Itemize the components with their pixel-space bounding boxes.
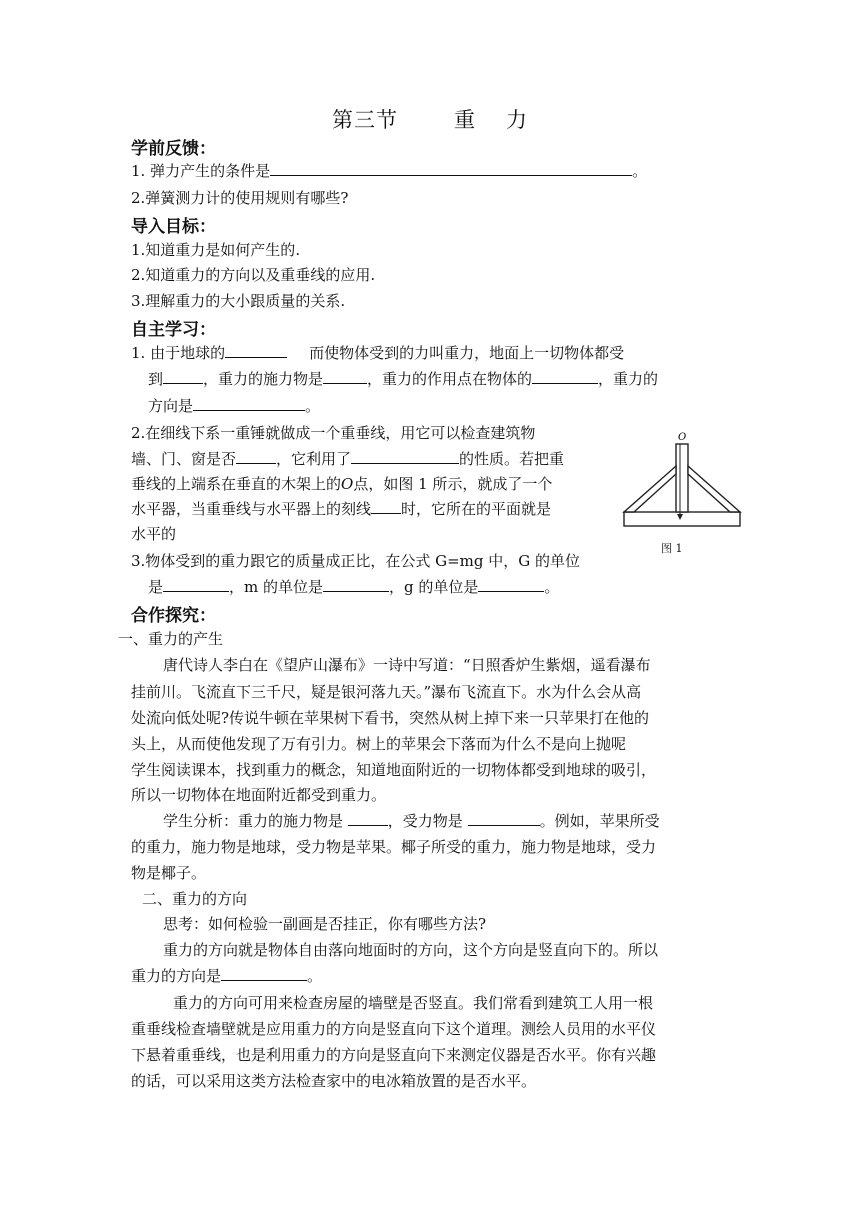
answer-blank[interactable]: [323, 577, 389, 592]
pre-q1: [131, 161, 647, 181]
answer-blank[interactable]: [371, 499, 401, 514]
text: 学生分析：重力的施力物是: [163, 812, 348, 830]
heading-goals: 导入目标：: [131, 217, 216, 237]
text: 垂线的上端系在垂直的木架上的: [131, 475, 342, 493]
self-q3-line1: 3.物体受到的重力跟它的质量成正比，在公式 G=mg 中，G 的单位: [131, 552, 580, 570]
coop-sub1: 一、重力的产生: [118, 630, 224, 648]
answer-blank[interactable]: [270, 161, 632, 176]
pre-q1-end: 。: [632, 162, 648, 180]
coop-p3-line2: 的重力，施力物是地球，受力物是苹果。椰子所受的重力，施力物是地球，受力: [131, 838, 657, 856]
coop-p5-line3: 下悬着重垂线，也是利用重力的方向是竖直向下来测定仪器是否水平。你有兴趣: [131, 1046, 657, 1064]
coop-p1-line2: 挂前川。飞流直下三千尺，疑是银河落九天。”瀑布飞流直下。水为什么会从高: [131, 683, 642, 701]
text: 时，它所在的平面就是: [401, 500, 552, 518]
pre-q2: 2.弹簧测力计的使用规则有哪些?: [131, 189, 349, 207]
answer-blank[interactable]: [163, 369, 203, 384]
coop-p5-line4: 的话，可以采用这类方法检查家中的电冰箱放置的是否水平。: [131, 1072, 537, 1090]
goal-item-1: 1.知道重力是如何产生的.: [131, 241, 301, 259]
coop-think: 思考：如何检验一副画是否挂正，你有哪些方法?: [163, 915, 487, 933]
coop-p4-line2: [131, 966, 322, 986]
self-q1-line2: [148, 369, 658, 389]
text: ，重力的作用点在物体的: [367, 370, 533, 388]
coop-p2-line1: 学生阅读课本，找到重力的概念，知道地面附近的一切物体都受到地球的吸引，: [131, 761, 657, 779]
answer-blank[interactable]: [348, 811, 388, 826]
self-q1-line3: [148, 396, 320, 416]
answer-blank[interactable]: [478, 577, 544, 592]
point-o-label: O: [341, 475, 354, 493]
pre-q1-text: 1. 弹力产生的条件是: [131, 162, 271, 180]
text: 。例如，苹果所受: [539, 812, 660, 830]
self-q2-line2: [131, 449, 564, 469]
figure-caption: 图 1: [661, 542, 683, 555]
answer-blank[interactable]: [351, 449, 459, 464]
coop-p1-line1: 唐代诗人李白在《望庐山瀑布》一诗中写道：“日照香炉生紫烟，遥看瀑布: [163, 656, 651, 674]
answer-blank[interactable]: [532, 369, 598, 384]
text: 1. 由于地球的: [131, 344, 226, 362]
text: 点，如图 1 所示，就成了一个: [353, 475, 553, 493]
text: 重力的方向是: [131, 967, 222, 985]
title-char-1: 重: [454, 108, 476, 132]
answer-blank[interactable]: [225, 343, 287, 358]
answer-blank[interactable]: [323, 369, 367, 384]
goal-item-2: 2.知道重力的方向以及重垂线的应用.: [131, 266, 376, 284]
text: 的性质。若把重: [459, 450, 565, 468]
coop-p5-line2: 重垂线检查墙壁就是应用重力的方向是竖直向下这个道理。测绘人员用的水平仪: [131, 1020, 657, 1038]
coop-p4-line1: 重力的方向就是物体自由落向地面时的方向，这个方向是竖直向下的。所以: [163, 941, 659, 959]
heading-pre-feedback: 学前反馈：: [131, 139, 216, 159]
heading-cooperative: 合作探究：: [131, 606, 216, 626]
coop-p1-line3: 处流向低处呢?传说牛顿在苹果树下看书，突然从树上掉下来一只苹果打在他的: [131, 709, 650, 727]
figure-point-label: O: [678, 432, 687, 443]
plumb-level-figure: [620, 428, 744, 558]
answer-blank[interactable]: [163, 577, 229, 592]
left-brace: [624, 466, 676, 512]
coop-p5-line1: 重力的方向可用来检查房屋的墙壁是否竖直。我们常看到建筑工人用一根: [173, 994, 654, 1012]
text: ，m 的单位是: [229, 578, 324, 596]
text: ，受力物是: [387, 812, 468, 830]
text: ，它利用了: [276, 450, 352, 468]
text: 方向是: [148, 397, 194, 415]
answer-blank[interactable]: [193, 396, 305, 411]
coop-p3-line3: 物是椰子。: [131, 864, 207, 882]
text: 。: [305, 397, 321, 415]
text: ，g 的单位是: [389, 578, 479, 596]
text: ，重力的施力物是: [203, 370, 324, 388]
text: 。: [307, 967, 323, 985]
self-q2-line5: 水平的: [131, 525, 177, 543]
answer-blank[interactable]: [236, 449, 276, 464]
coop-p1-line4: 头上，从而使他发现了万有引力。树上的苹果会下落而为什么不是向上抛呢: [131, 735, 627, 753]
text: 是: [148, 578, 164, 596]
self-q2-line3: [131, 474, 552, 494]
heading-self-study: 自主学习：: [131, 320, 216, 340]
right-brace: [688, 466, 740, 512]
self-q2-line1: 2.在细线下系一重锤就做成一个重垂线，用它可以检查建筑物: [131, 424, 536, 442]
coop-sub2: 二、重力的方向: [142, 890, 248, 908]
answer-blank[interactable]: [468, 811, 540, 826]
title-char-2: 力: [506, 108, 528, 132]
vertical-post: [676, 444, 688, 512]
answer-blank[interactable]: [221, 966, 307, 981]
self-q3-line2: [148, 577, 559, 597]
text: 。: [544, 578, 560, 596]
text: 墙、门、窗是否: [131, 450, 237, 468]
self-q1-line1: [131, 343, 624, 363]
text: 水平器，当重垂线与水平器上的刻线: [131, 500, 372, 518]
text: ，重力的: [598, 370, 659, 388]
title-section: 第三节: [332, 108, 398, 132]
goal-item-3: 3.理解重力的大小跟质量的关系.: [131, 292, 346, 310]
text: 而使物体受到的力叫重力，地面上一切物体都受: [309, 344, 625, 362]
text: 到: [148, 370, 164, 388]
self-q2-line4: [131, 499, 551, 519]
coop-p2-line2: 所以一切物体在地面附近都受到重力。: [131, 786, 387, 804]
page-title: [0, 104, 860, 134]
coop-p3-line1: [163, 811, 660, 831]
